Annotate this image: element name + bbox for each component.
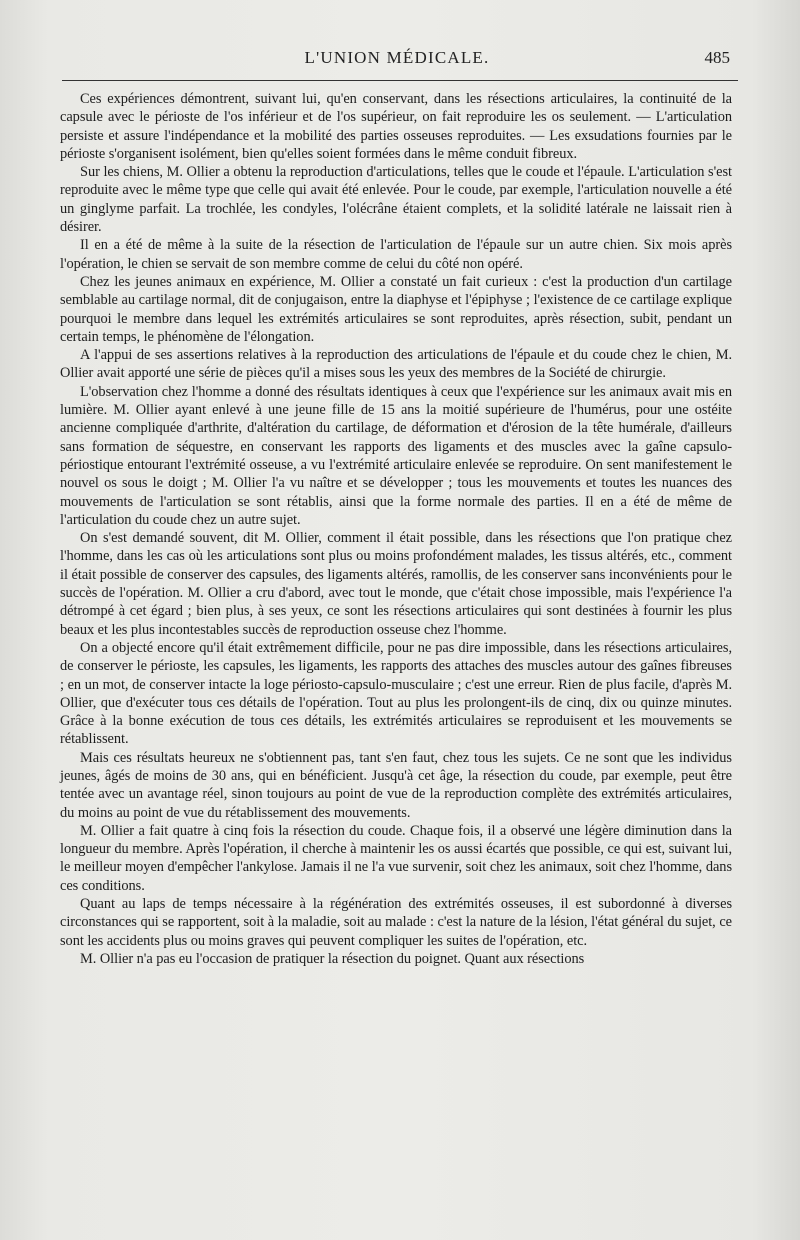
paragraph: M. Ollier n'a pas eu l'occasion de pratiquer la résection du poignet. Quant aux résections	[80, 950, 585, 967]
paragraph: Il en a été de même à la suite de la résection de l'articulation de l'épaule sur un autre chien. Six mois après l'opération, le chien se servait de son membre comme de celui du côté non opéré.	[60, 237, 732, 272]
running-header	[62, 48, 732, 74]
paragraph: L'observation chez l'homme a donné des résultats identiques à ceux que l'expérience sur les animaux avait mis en lumière. M. Ollier ayant enlevé à une jeune fille de 15 ans la moitié supérieure de l'humérus, pour une ostéite ancienne compliquée d'arthrite, d'altération du cartilage, de déformation et d'érosion de la tête humérale, d'ailleurs sans formation de séquestre, en conservant les rapports des ligaments et des muscles avec la gaîne capsulo-périostique entourant l'extrémité osseuse, a vu l'extrémité articulaire enlevée se reproduire. On sent manifestement le nouvel os sous le doigt ; M. Ollier l'a vu naître et se développer ; tous les mouvements et toutes les nuances des mouvements de l'articulation se sont rétablis, ainsi que la forme normale des parties. Il en a été de même de l'articulation du coude chez un autre sujet.	[60, 383, 732, 528]
paragraph: M. Ollier a fait quatre à cinq fois la résection du coude. Chaque fois, il a observé une légère diminution dans la longueur du membre. Après l'opération, il cherche à maintenir les os aussi écartés que possible, ce qui est, suivant lui, le meilleur moyen d'empêcher l'ankylose. Jamais il ne l'a vue survenir, soit chez les animaux, soit chez l'homme, dans ces conditions.	[60, 822, 732, 894]
page-number: 485	[704, 48, 730, 67]
header-rule	[62, 80, 738, 81]
paragraph: Mais ces résultats heureux ne s'obtiennent pas, tant s'en faut, chez tous les sujets. Ce ne sont que les individus jeunes, âgés de moins de 30 ans, qui en bénéficient. Jusqu'à cet âge, la résection du coude, par exemple, peut être tentée avec un avantage réel, sinon toujours au point de vue de la reproduction complète des extrémités articulaires, du moins au point de vue du rétablissement des mouvements.	[60, 749, 732, 821]
paragraph: Chez les jeunes animaux en expérience, M. Ollier a constaté un fait curieux : c'est la production d'un cartilage semblable au cartilage normal, dit de conjugaison, entre la diaphyse et l'épiphyse ; l'existence de ce cartilage explique pourquoi le membre dans lequel les extrémités articulaires se sont reproduites, après résection, subit, pendant un certain temps, le phénomène de l'élongation.	[60, 273, 732, 345]
paragraph: A l'appui de ses assertions relatives à la reproduction des articulations de l'épaule et du coude chez le chien, M. Ollier avait apporté une série de pièces qu'il a mises sous les yeux des membres de la Société de chirurgie.	[60, 347, 732, 382]
article-body	[60, 90, 732, 968]
paragraph: On a objecté encore qu'il était extrêmement difficile, pour ne pas dire impossible, dans les résections articulaires, de conserver le périoste, les capsules, les ligaments, les rapports des attaches des muscles autour des gaînes fibreuses ; en un mot, de conserver intacte la loge périosto-capsulo-musculaire ; c'est une erreur. Rien de plus facile, d'après M. Ollier, que d'exécuter tous ces détails de l'opération. Tout au plus les prolongent-ils de cinq, dix ou quinze minutes. Grâce à la bonne exécution de tous ces détails, les extrémités articulaires se reproduisent et les mouvements se rétablissent.	[60, 639, 732, 748]
journal-title: L'UNION MÉDICALE.	[304, 48, 490, 67]
paragraph: Ces expériences démontrent, suivant lui, qu'en conservant, dans les résections articulaires, la continuité de la capsule avec le périoste de l'os inférieur et de l'os supérieur, on fait reproduire les os seulement. — L'articulation persiste et assure l'indépendance et la mobilité des parties osseuses reproduites. — Les exsudations fournies par le périoste s'organisent isolément, bien qu'elles soient formées dans le même conduit fibreux.	[60, 91, 732, 162]
paragraph: Quant au laps de temps nécessaire à la régénération des extrémités osseuses, il est subordonné à diverses circonstances qui se rapportent, soit à la maladie, soit au malade : c'est la nature de la lésion, l'état général du sujet, ce sont les accidents plus ou moins graves qui peuvent compliquer les suites de l'opération, etc.	[60, 896, 732, 949]
paragraph: Sur les chiens, M. Ollier a obtenu la reproduction d'articulations, telles que le coude et l'épaule. L'articulation s'est reproduite avec le même type que celle qui avait été enlevée. Pour le coude, par exemple, l'articulation nouvelle a été un ginglyme parfait. La trochlée, les condyles, l'olécrâne étaient complets, et la solidité latérale ne laissait rien à désirer.	[60, 164, 732, 236]
paragraph: On s'est demandé souvent, dit M. Ollier, comment il était possible, dans les résections que l'on pratique chez l'homme, dans les cas où les articulations sont plus ou moins profondément malades, les tissus altérés, etc., comment il était possible de conserver des capsules, des ligaments altérés, ramollis, de les conserver sans inconvénients pour le succès de l'opération. M. Ollier a cru d'abord, avec tout le monde, que c'était chose impossible, mais l'expérience l'a détrompé à cet égard ; bien plus, à ses yeux, ce sont les résections articulaires qui sont destinées à fournir les plus beaux et les plus incontestables succès de reproduction osseuse chez l'homme.	[60, 530, 732, 638]
